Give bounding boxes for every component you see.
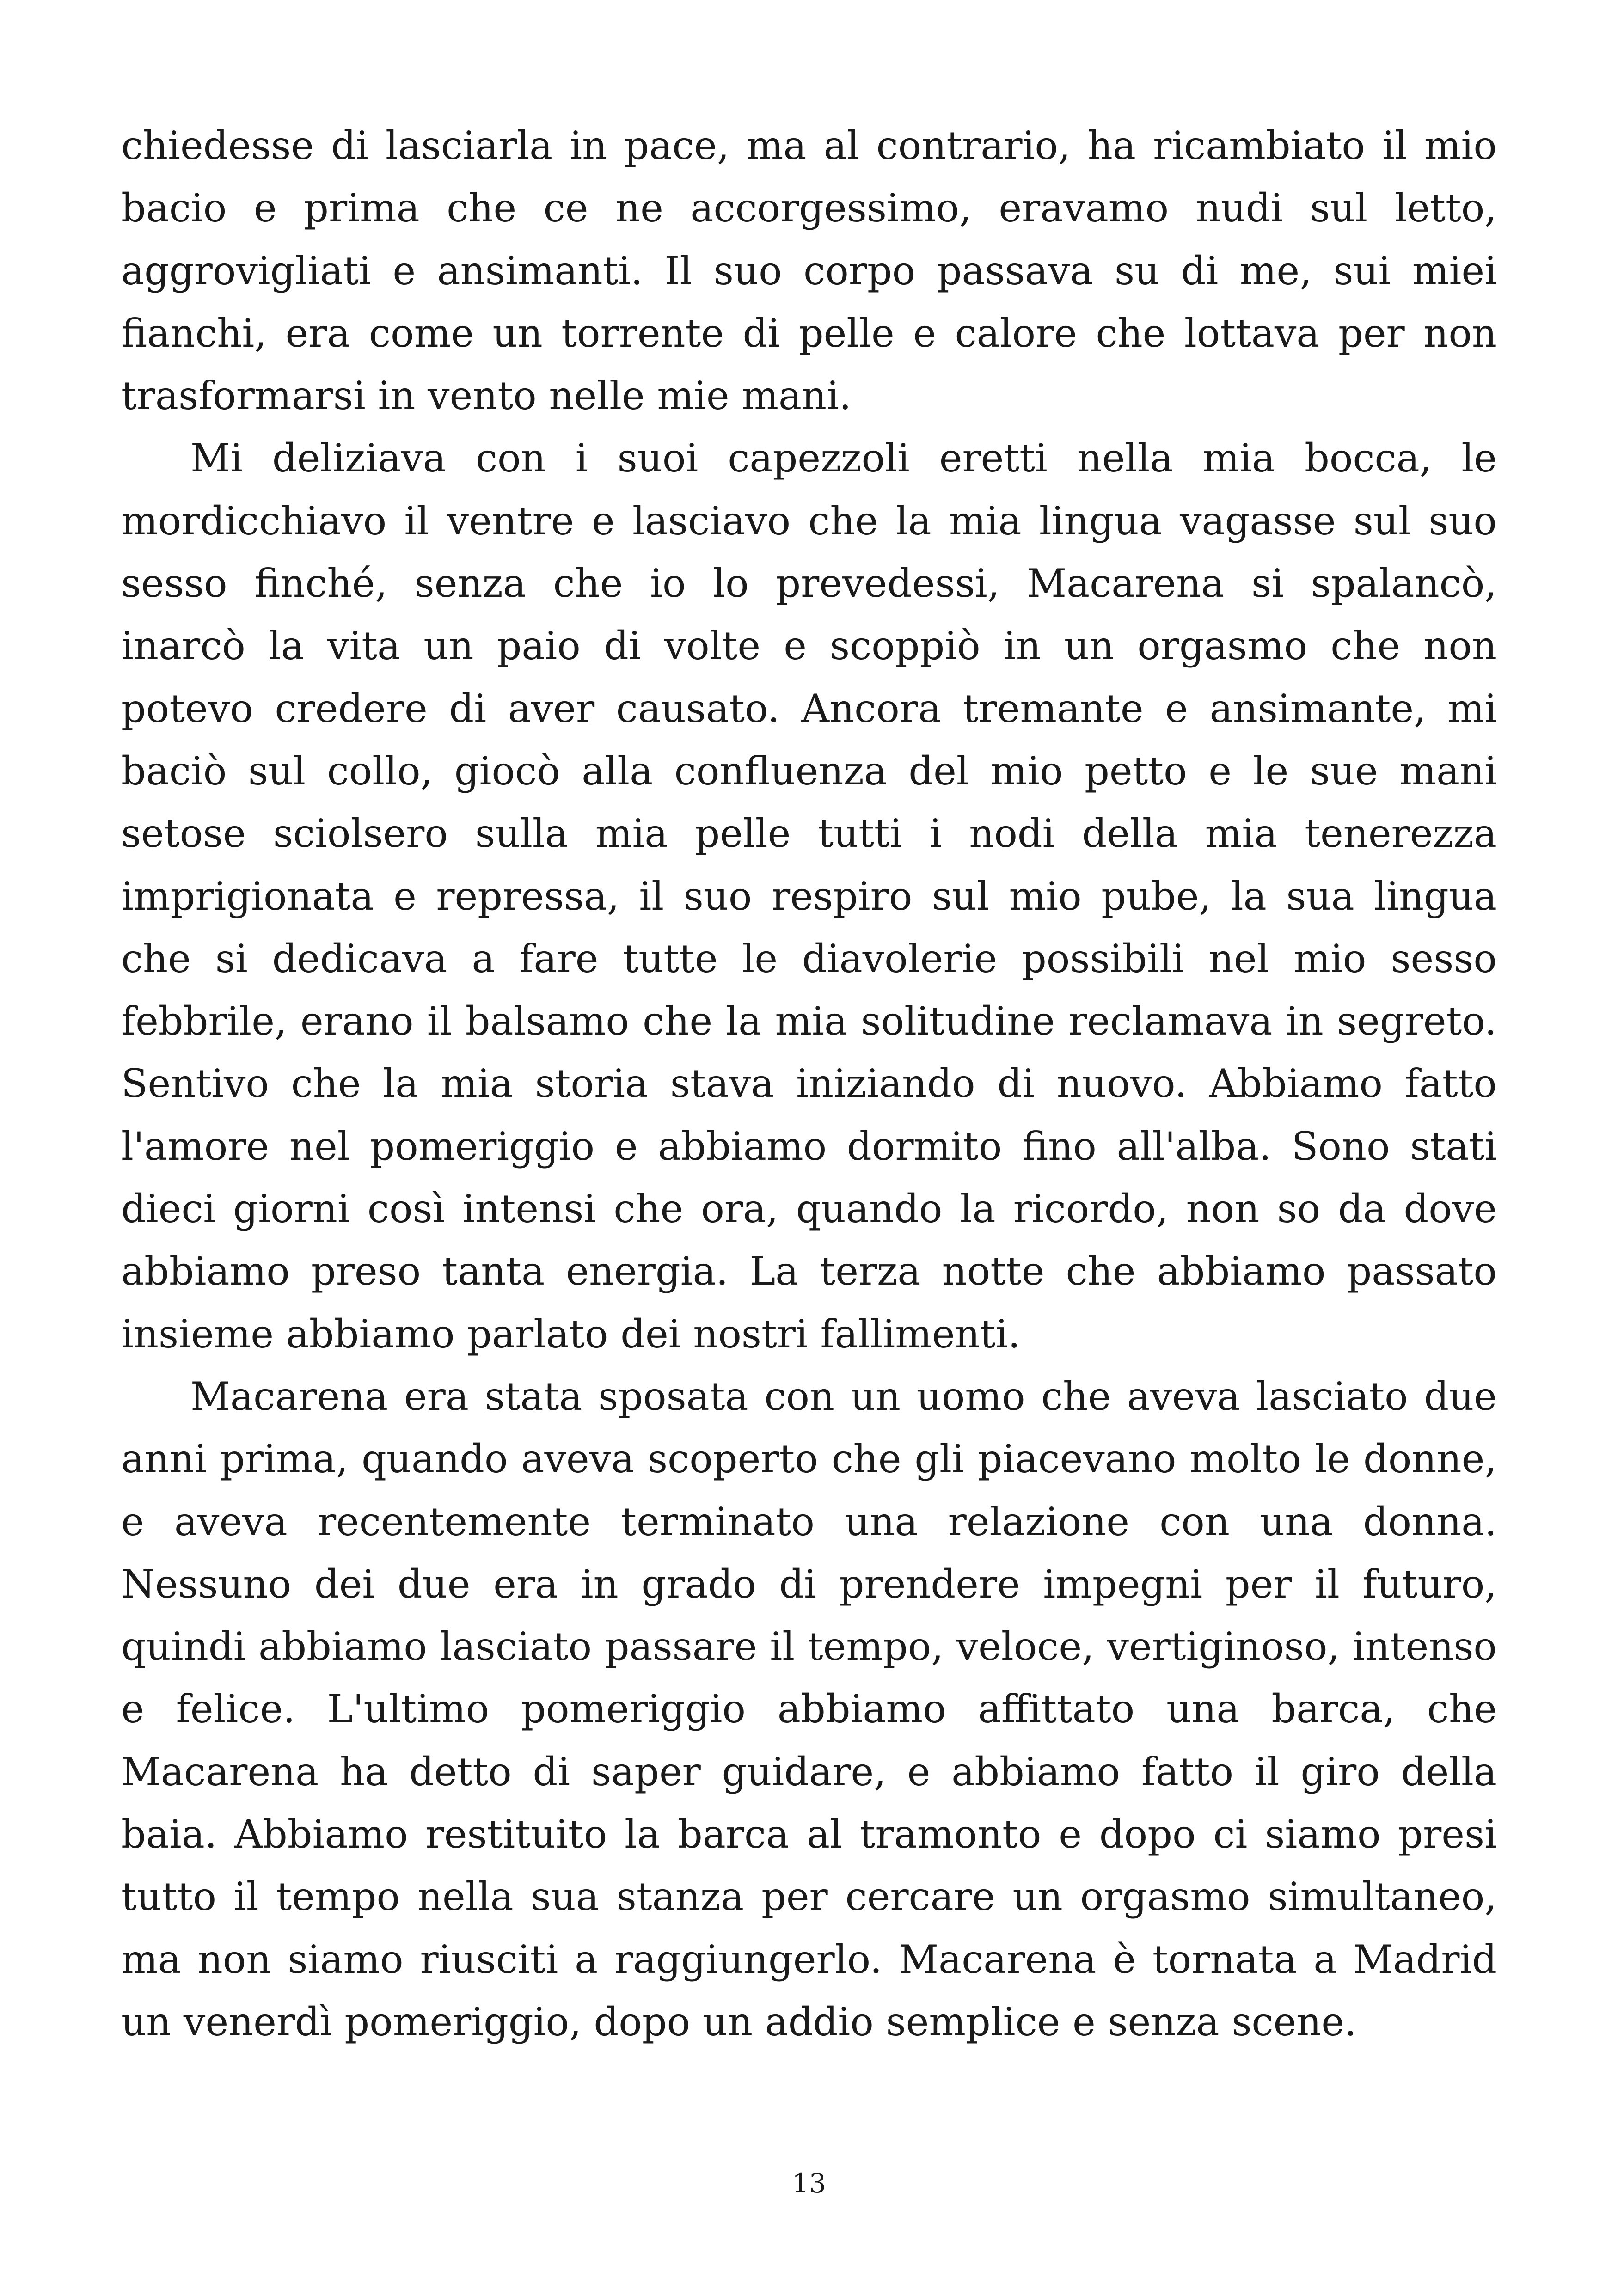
paragraph-continuation: chiedesse di lasciarla in pace, ma al contrario, ha ricambiato il mio bacio e prima che ce ne accorgessimo, eravamo nudi sul letto, aggrovigliati e ansimanti. Il suo corpo passava su di me, sui miei fianchi, era come un torrente di pelle e calore che lottava per non trasformarsi in vento nelle mie mani. [121, 123, 1497, 419]
paragraph: Mi deliziava con i suoi capezzoli eretti nella mia bocca, le mordicchiavo il ventre e lasciavo che la mia lingua vagasse sul suo sesso finché, senza che io lo prevedessi, Macarena si spalancò, inarcò la vita un paio di volte e scoppiò in un orgasmo che non potevo credere di aver causato. Ancora tremante e ansimante, mi baciò sul collo, giocò alla confluenza del mio petto e le sue mani setose sciolsero sulla mia pelle tutti i nodi della mia tenerezza imprigionata e repressa, il suo respiro sul mio pube, la sua lingua che si dedicava a fare tutte le diavolerie possibili nel mio sesso febbrile, erano il balsamo che la mia solitudine reclamava in segreto. Sentivo che la mia storia stava iniziando di nuovo. Abbiamo fatto l'amore nel pomeriggio e abbiamo dormito fino all'alba. Sono stati dieci giorni così intensi che ora, quando la ricordo, non so da dove abbiamo preso tanta energia. La terza notte che abbiamo passato insieme abbiamo parlato dei nostri fallimenti. [121, 435, 1497, 1357]
paragraph: Macarena era stata sposata con un uomo che aveva lasciato due anni prima, quando aveva scoperto che gli piacevano molto le donne, e aveva recentemente terminato una relazione con una donna. Nessuno dei due era in grado di prendere impegni per il futuro, quindi abbiamo lasciato passare il tempo, veloce, vertiginoso, intenso e felice. L'ultimo pomeriggio abbiamo affittato una barca, che Macarena ha detto di saper guidare, e abbiamo fatto il giro della baia. Abbiamo restituito la barca al tramonto e dopo ci siamo presi tutto il tempo nella sua stanza per cercare un orgasmo simultaneo, ma non siamo riusciti a raggiungerlo. Macarena è tornata a Madrid un venerdì pomeriggio, dopo un addio semplice e senza scene. [121, 1373, 1497, 2045]
page-number: 13 [792, 2167, 826, 2199]
body-text [121, 115, 1497, 2053]
